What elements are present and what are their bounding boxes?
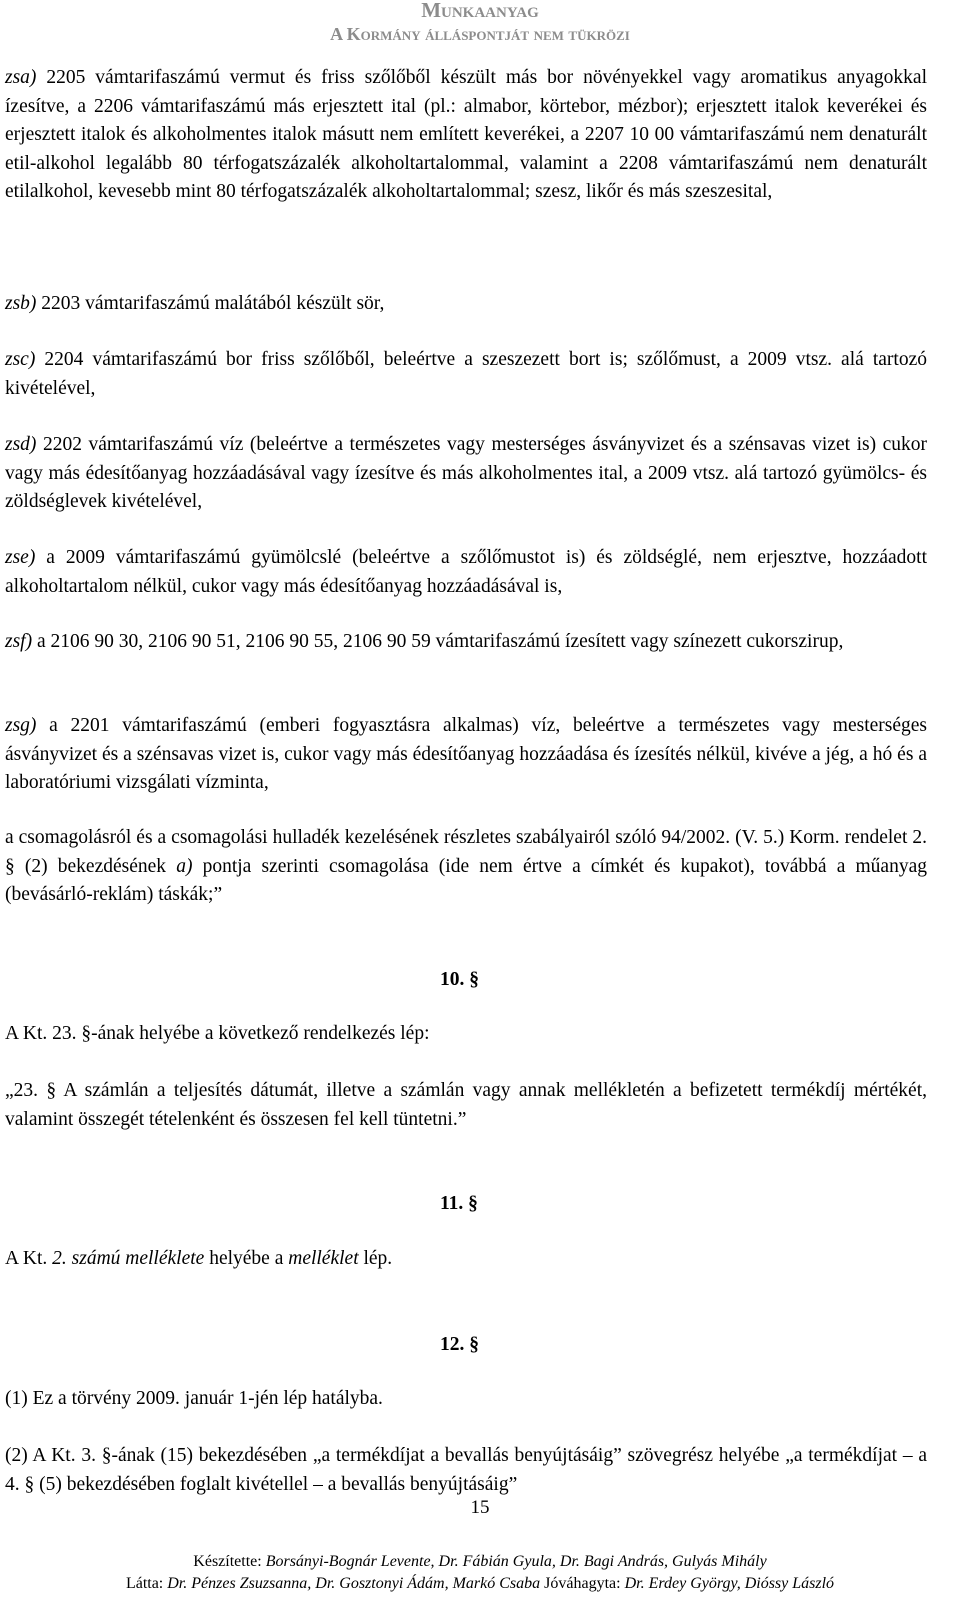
footer-approvals: Látta: Dr. Pénzes Zsuzsanna, Dr. Gosztonyi Ádám, Markó Csaba Jóváhagyta: Dr. Erdey György, Dióssy László xyxy=(125,1575,835,1592)
section-10-intro: A Kt. 23. §-ának helyébe a következő rendelkezés lép: xyxy=(5,1023,430,1044)
item-label: zsa) xyxy=(5,67,37,88)
item-label: zsb) xyxy=(5,293,37,314)
item-zsf xyxy=(5,628,927,657)
item-zsd xyxy=(5,431,927,517)
item-text: 2204 vámtarifaszámú bor friss szőlőből, beleértve a szeszezett bort is; szőlőmust, a 2009 vtsz. alá tartozó kivételével, xyxy=(5,349,927,399)
item-text: a 2201 vámtarifaszámú (emberi fogyasztásra alkalmas) víz, beleértve a természetes vagy mesterséges ásványvizet és a szénsavas vizet is, cukor vagy más édesítőanyag hozzáadása és ízesítés nélkül, kivéve a jég, a hó és a laboratóriumi vizsgálati vízminta, xyxy=(5,715,927,794)
item-label: zsc) xyxy=(5,349,36,370)
section-12-paragraph-2: (2) A Kt. 3. §-ának (15) bekezdésében „a termékdíjat a bevallás benyújtásáig” szövegrész helyébe „a termékdíjat – a 4. § (5) bekezdésében foglalt kivétellel – a bevallás benyújtásáig” xyxy=(5,1445,927,1495)
footer-prepared-by: Készítette: Borsányi-Bognár Levente, Dr. Fábián Gyula, Dr. Bagi András, Gulyás Mihály xyxy=(193,1553,767,1570)
item-zsa xyxy=(5,64,927,207)
item-label: zsg) xyxy=(5,715,37,736)
section-12-paragraph-1: (1) Ez a törvény 2009. január 1-jén lép hatályba. xyxy=(5,1388,383,1409)
item-text: a 2009 vámtarifaszámú gyümölcslé (beleértve a szőlőmustot is) és zöldséglé, nem erjesztve, hozzáadott alkoholtartalom nélkül, cukor vagy más édesítőanyag hozzáadásával is, xyxy=(5,547,927,597)
page-number: 15 xyxy=(470,1497,490,1518)
section-10-heading: 10. § xyxy=(440,969,479,990)
item-text: a 2106 90 30, 2106 90 51, 2106 90 55, 2106 90 59 vámtarifaszámú ízesített vagy színezett cukorszirup, xyxy=(32,631,844,652)
item-label: zsf) xyxy=(5,631,33,652)
item-text: 2202 vámtarifaszámú víz (beleértve a természetes vagy mesterséges ásványvizet és a szénsavas vizet is) cukor vagy más édesítőanyag hozzáadásával vagy ízesítve és más alkoholmentes ital, a 2009 vtsz. alá tartozó gyümölcs- és zöldséglevek kivételével, xyxy=(5,434,927,513)
item-zsc xyxy=(5,346,927,403)
section-10-quote: „23. § A számlán a teljesítés dátumát, illetve a számlán vagy annak mellékletén a befizetett termékdíj mértékét, valamint összegét tételenként és összesen fel kell tüntetni.” xyxy=(5,1080,927,1130)
item-label: zsd) xyxy=(5,434,37,455)
item-zsg xyxy=(5,712,927,798)
section-11-text: A Kt. 2. számú melléklete helyébe a melléklet lép. xyxy=(5,1248,393,1269)
section-11-heading: 11. § xyxy=(440,1193,478,1214)
document-header-title: Munkaanyag xyxy=(421,0,539,22)
document-header-subtitle: A Kormány álláspontját nem tükrözi xyxy=(330,24,630,44)
section-12-heading: 12. § xyxy=(440,1334,479,1355)
item-text: 2203 vámtarifaszámú malátából készült sör, xyxy=(36,293,385,314)
item-zse xyxy=(5,544,927,601)
item-text: 2205 vámtarifaszámú vermut és friss szőlőből készült más bor növényekkel vagy aromatikus anyagokkal ízesítve, a 2206 vámtarifaszámú más erjesztett ital (pl.: almabor, körtebor, mézbor); erjesztett italok keverékei és erjesztett italok és alkoholmentes italok másutt nem említett keverékei, a 2207 10 00 vámtarifaszámú nem denaturált etil-alkohol legalább 80 térfogatszázalék alkoholtartalommal, valamint a 2208 vámtarifaszámú nem denaturált etilalkohol, kevesebb mint 80 térfogatszázalék alkoholtartalommal; szesz, likőr és más szeszesital, xyxy=(5,67,927,203)
item-zsb xyxy=(5,290,927,319)
item-label: zse) xyxy=(5,547,36,568)
packaging-paragraph: a csomagolásról és a csomagolási hulladék kezelésének részletes szabályairól szóló 94/2002. (V. 5.) Korm. rendelet 2. § (2) bekezdésének a) pontja szerinti csomagolása (ide nem értve a címkét és kupakot), továbbá a műanyag (bevásárló-reklám) táskák;” xyxy=(5,827,927,906)
